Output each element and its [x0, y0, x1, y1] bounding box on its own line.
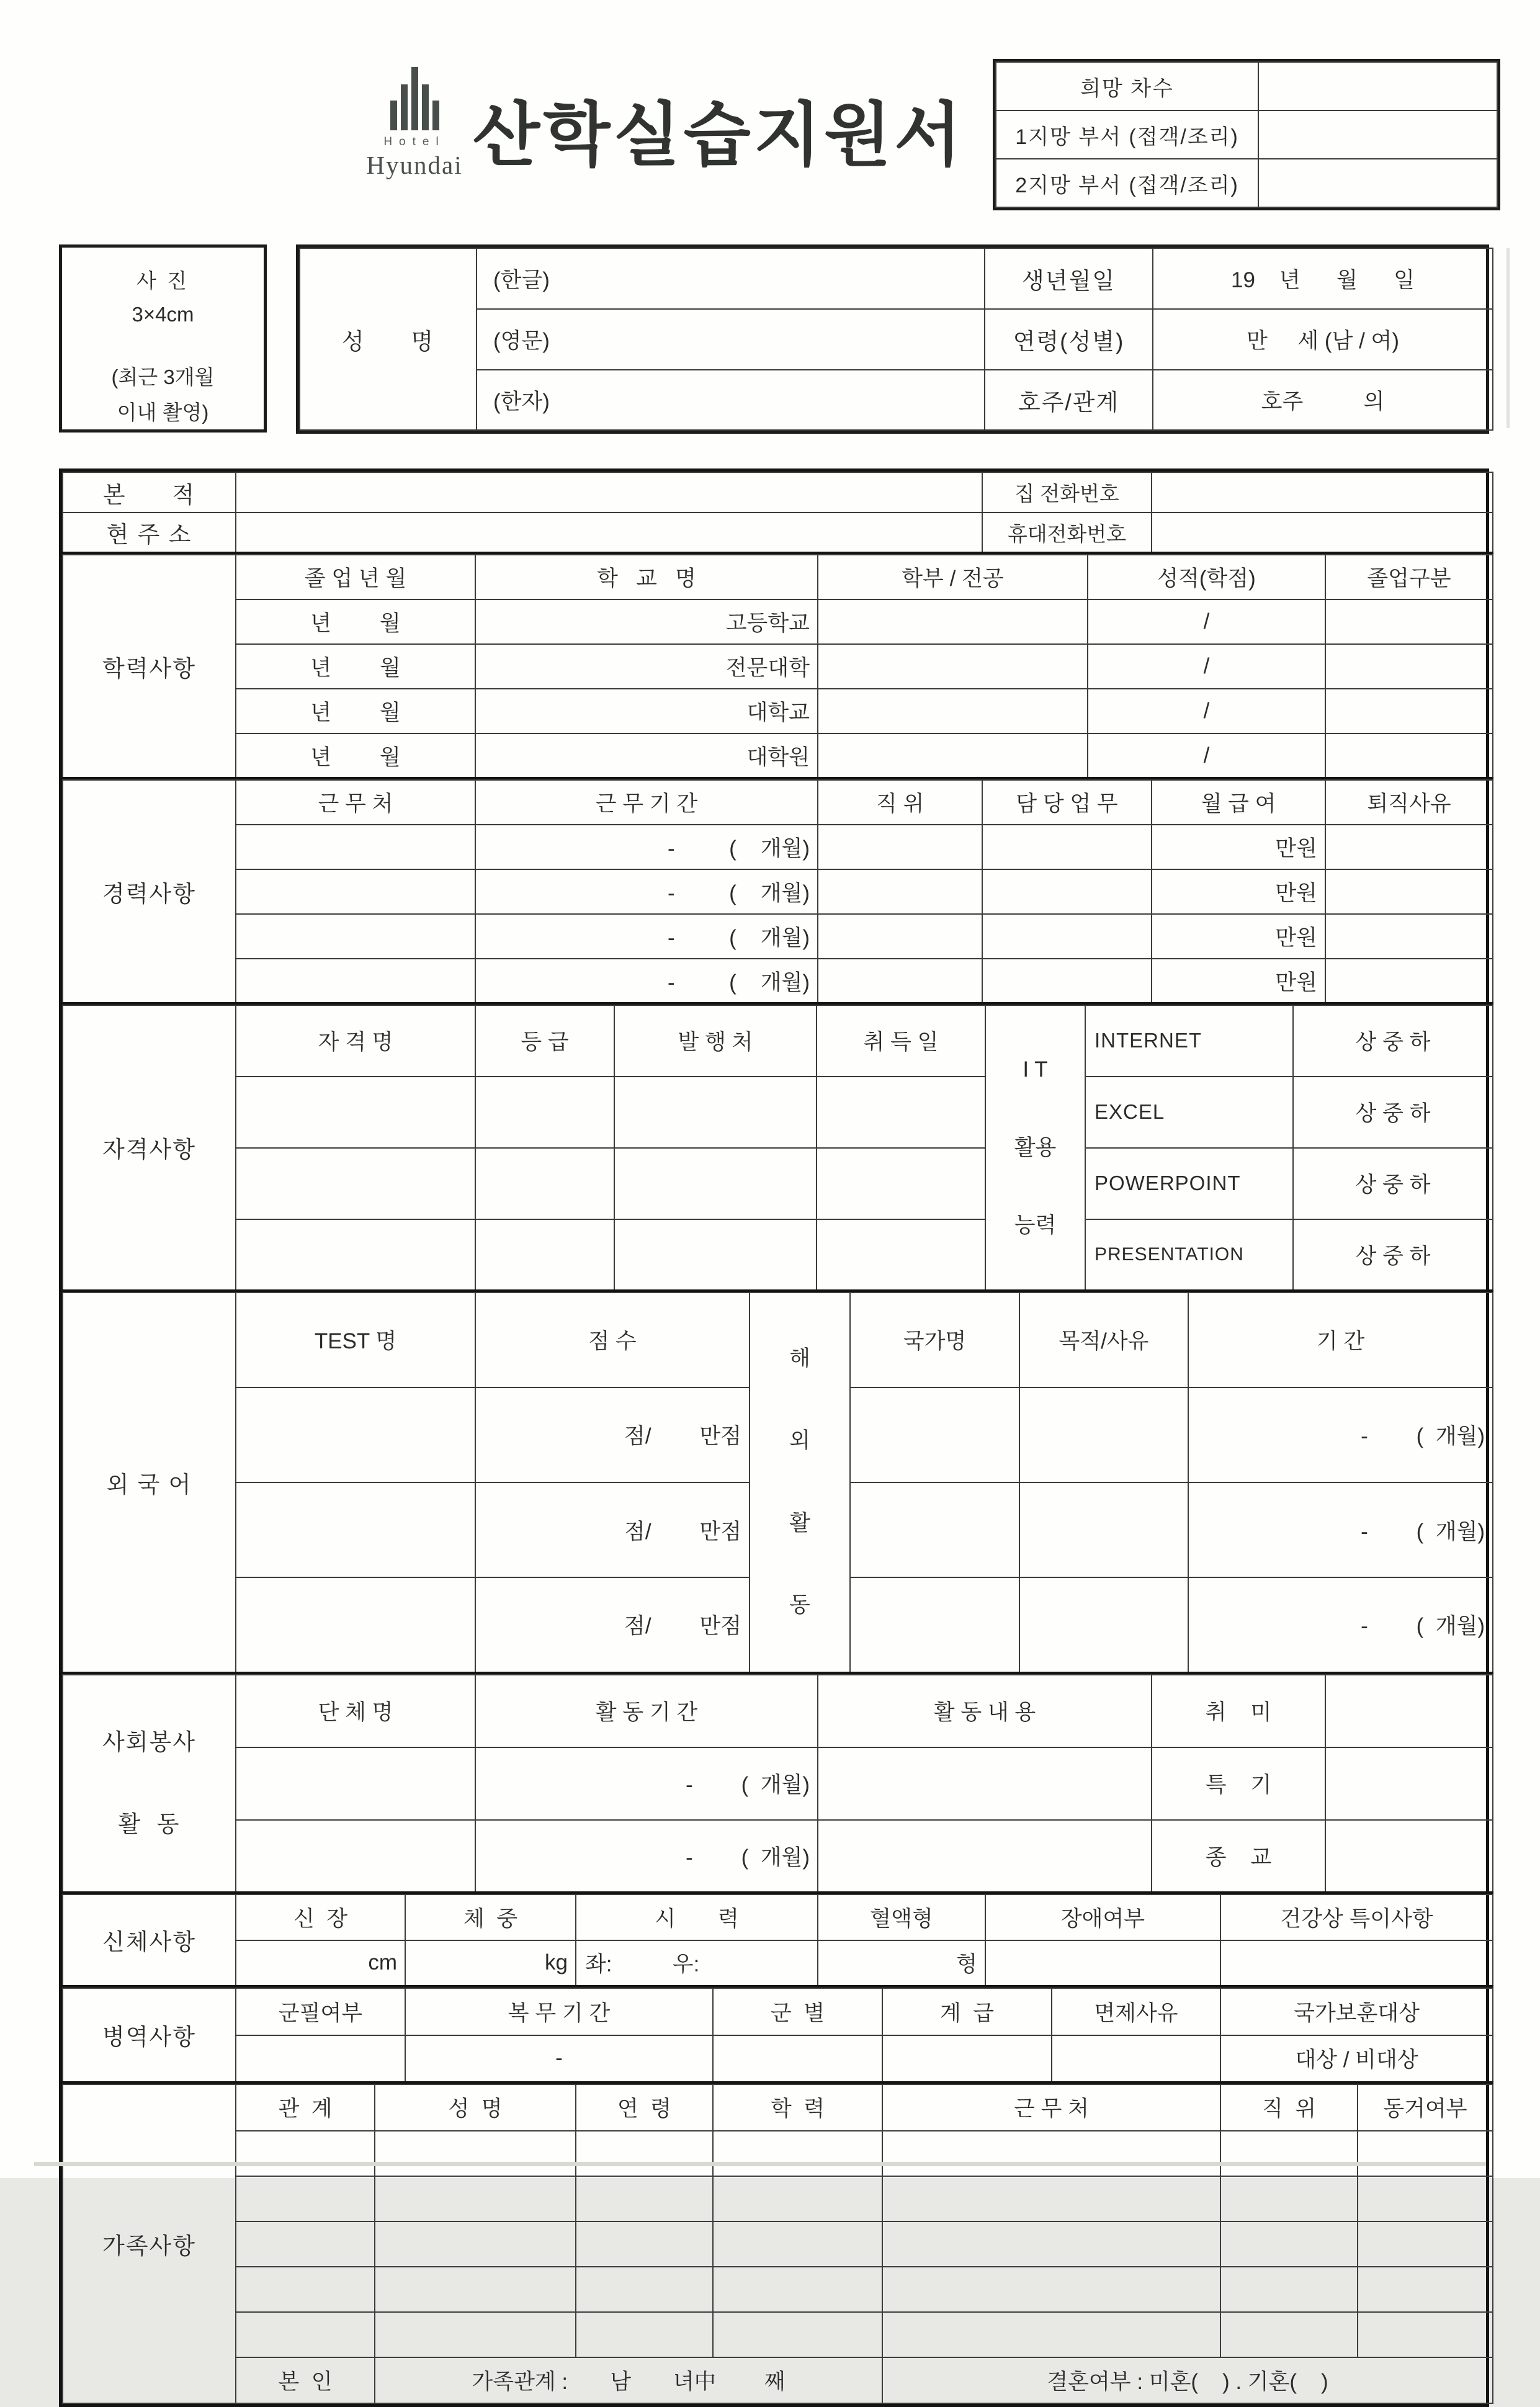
education-section: [62, 554, 1493, 779]
career-reason-field: [1325, 959, 1493, 1003]
education-school-university: 대학교: [475, 689, 818, 733]
family-name-field: [375, 2131, 576, 2176]
career-header-position: 직 위: [818, 780, 982, 825]
social-period-field: - ( 개월): [475, 1747, 818, 1820]
military-exemption-field: [1052, 2035, 1220, 2082]
first-choice-label: 1지망 부서 (접객/조리): [996, 110, 1258, 159]
mobile-phone-value: [1152, 513, 1493, 553]
physical-header-blood: 혈액형: [818, 1894, 985, 1940]
education-date-field: 년 월: [236, 689, 475, 733]
qualification-name-field: [236, 1148, 475, 1219]
education-school-gradschool: 대학원: [475, 733, 818, 778]
family-age-field: [576, 2312, 713, 2357]
family-position-field: [1220, 2312, 1358, 2357]
it-scale-internet: 상 중 하: [1293, 1005, 1493, 1077]
military-header-period: 복 무 기 간: [405, 1988, 713, 2035]
birthdate-value: 19 년 월 일: [1153, 248, 1493, 309]
family-cohabit-field: [1358, 2221, 1493, 2267]
military-section: [62, 1988, 1493, 2084]
second-choice-label: 2지망 부서 (접객/조리): [996, 159, 1258, 207]
military-period-field: -: [405, 2035, 713, 2082]
overseas-period-field: - ( 개월): [1188, 1577, 1493, 1672]
education-date-field: 년 월: [236, 733, 475, 778]
social-content-field: [818, 1820, 1152, 1893]
householder-value: 호주 의: [1153, 370, 1493, 430]
education-header-date: 졸 업 년 월: [236, 555, 475, 599]
education-header-school: 학 교 명: [475, 555, 818, 599]
career-section-label: 경력사항: [63, 780, 236, 1003]
education-type-field: [1325, 689, 1493, 733]
it-skills-label: I T 활용 능력: [985, 1005, 1085, 1291]
family-age-field: [576, 2131, 713, 2176]
education-type-field: [1325, 733, 1493, 778]
career-salary-field: 만원: [1152, 825, 1325, 869]
building-bars-icon: [359, 67, 470, 130]
career-header-company: 근 무 처: [236, 780, 475, 825]
career-duty-field: [982, 914, 1152, 959]
career-period-field: - ( 개월): [475, 959, 818, 1003]
qualification-grade-field: [475, 1219, 614, 1291]
education-major-field: [818, 689, 1088, 733]
hotel-hyundai-logo: [359, 67, 470, 180]
military-header-exemption: 면제사유: [1052, 1988, 1220, 2035]
military-veteran-field: 대상 / 비대상: [1220, 2035, 1493, 2082]
education-major-field: [818, 733, 1088, 778]
name-hangul-field: (한글): [477, 248, 985, 309]
education-section-label: 학력사항: [63, 555, 236, 778]
career-duty-field: [982, 869, 1152, 914]
career-company-field: [236, 914, 475, 959]
education-header-major: 학부 / 전공: [818, 555, 1088, 599]
family-header-workplace: 근 무 처: [882, 2084, 1220, 2131]
age-sex-value: 만 세 (남 / 여): [1153, 309, 1493, 370]
social-header-content: 활 동 내 용: [818, 1675, 1152, 1747]
qualification-grade-field: [475, 1077, 614, 1148]
family-cohabit-field: [1358, 2176, 1493, 2221]
overseas-purpose-field: [1019, 1482, 1188, 1577]
career-position-field: [818, 869, 982, 914]
family-workplace-field: [882, 2131, 1220, 2176]
language-header-score: 점 수: [475, 1293, 750, 1387]
specialty-value: [1325, 1747, 1493, 1820]
it-scale-excel: 상 중 하: [1293, 1077, 1493, 1148]
career-reason-field: [1325, 825, 1493, 869]
family-education-field: [713, 2221, 882, 2267]
form-title: 산학실습지원서: [473, 96, 965, 174]
it-skill-excel: EXCEL: [1085, 1077, 1293, 1148]
social-org-field: [236, 1820, 475, 1893]
home-phone-label: 집 전화번호: [982, 472, 1152, 513]
overseas-activity-label: 해 외 활 동: [750, 1293, 850, 1673]
family-cohabit-field: [1358, 2312, 1493, 2357]
family-relation-field: [236, 2312, 375, 2357]
career-section: [62, 779, 1493, 1005]
military-rank-field: [882, 2035, 1052, 2082]
photo-note-1: (최근 3개월: [111, 365, 215, 388]
career-position-field: [818, 914, 982, 959]
family-header-name: 성 명: [375, 2084, 576, 2131]
family-name-field: [375, 2267, 576, 2312]
family-education-field: [713, 2131, 882, 2176]
qualification-issuer-field: [614, 1148, 817, 1219]
family-cohabit-field: [1358, 2131, 1493, 2176]
it-skill-presentation: PRESENTATION: [1085, 1219, 1293, 1291]
overseas-country-field: [850, 1482, 1019, 1577]
physical-health-field: [1220, 1940, 1493, 1986]
qualification-grade-field: [475, 1148, 614, 1219]
family-position-field: [1220, 2267, 1358, 2312]
family-age-field: [576, 2221, 713, 2267]
education-school-highschool: 고등학교: [475, 599, 818, 644]
social-section: [62, 1674, 1493, 1894]
hobby-label: 취 미: [1152, 1675, 1325, 1747]
first-choice-value: [1258, 110, 1497, 159]
career-duty-field: [982, 825, 1152, 869]
career-reason-field: [1325, 869, 1493, 914]
career-header-duty: 담 당 업 무: [982, 780, 1152, 825]
education-date-field: 년 월: [236, 644, 475, 689]
mobile-phone-label: 휴대전화번호: [982, 513, 1152, 553]
photo-note-2: 이내 촬영): [117, 401, 209, 424]
career-salary-field: 만원: [1152, 959, 1325, 1003]
military-header-veteran: 국가보훈대상: [1220, 1988, 1493, 2035]
wish-round-value: [1258, 62, 1497, 110]
wish-round-label: 희망 차수: [996, 62, 1258, 110]
current-address-value: [236, 513, 982, 553]
family-section: [62, 2084, 1493, 2404]
military-header-branch: 군 별: [713, 1988, 882, 2035]
qualification-section: [62, 1005, 1493, 1292]
family-workplace-field: [882, 2312, 1220, 2357]
family-relation-field: [236, 2221, 375, 2267]
family-self-label: 본 인: [236, 2357, 375, 2403]
qualification-issuer-field: [614, 1077, 817, 1148]
career-position-field: [818, 825, 982, 869]
it-scale-powerpoint: 상 중 하: [1293, 1148, 1493, 1219]
identity-table: [296, 244, 1489, 434]
education-school-college: 전문대학: [475, 644, 818, 689]
family-education-field: [713, 2267, 882, 2312]
family-education-field: [713, 2312, 882, 2357]
career-duty-field: [982, 959, 1152, 1003]
qualification-date-field: [817, 1148, 985, 1219]
scan-artifact-right: [1506, 248, 1510, 428]
overseas-purpose-field: [1019, 1577, 1188, 1672]
social-content-field: [818, 1747, 1152, 1820]
family-age-field: [576, 2267, 713, 2312]
family-header-cohabit: 동거여부: [1358, 2084, 1493, 2131]
physical-disability-field: [985, 1940, 1220, 1986]
education-grade-field: /: [1088, 733, 1325, 778]
military-header-served: 군필여부: [236, 1988, 405, 2035]
birthdate-label: 생년월일: [985, 248, 1153, 309]
wish-box: [993, 59, 1500, 210]
physical-height-field: cm: [236, 1940, 405, 1986]
family-relation-field: [236, 2267, 375, 2312]
it-skill-powerpoint: POWERPOINT: [1085, 1148, 1293, 1219]
education-major-field: [818, 644, 1088, 689]
language-test-field: [236, 1482, 475, 1577]
physical-section: [62, 1894, 1493, 1988]
family-header-age: 연 령: [576, 2084, 713, 2131]
hobby-value: [1325, 1675, 1493, 1747]
home-phone-value: [1152, 472, 1493, 513]
scan-artifact-bottom: [34, 2162, 1486, 2166]
education-header-grade: 성적(학점): [1088, 555, 1325, 599]
language-score-field: 점/ 만점: [475, 1482, 750, 1577]
physical-header-disability: 장애여부: [985, 1894, 1220, 1940]
education-grade-field: /: [1088, 599, 1325, 644]
registered-address-value: [236, 472, 982, 513]
education-header-type: 졸업구분: [1325, 555, 1493, 599]
education-type-field: [1325, 644, 1493, 689]
address-section: [62, 472, 1493, 554]
family-name-field: [375, 2312, 576, 2357]
family-name-field: [375, 2176, 576, 2221]
main-form-table: [59, 468, 1489, 2407]
career-salary-field: 만원: [1152, 914, 1325, 959]
family-header-position: 직 위: [1220, 2084, 1358, 2131]
overseas-header-country: 국가명: [850, 1293, 1019, 1387]
photo-label: 사 진: [137, 269, 189, 292]
family-header-relation: 관 계: [236, 2084, 375, 2131]
career-company-field: [236, 959, 475, 1003]
physical-blood-field: 형: [818, 1940, 985, 1986]
photo-box: [59, 244, 267, 433]
language-section: [62, 1292, 1493, 1674]
family-position-field: [1220, 2176, 1358, 2221]
career-period-field: - ( 개월): [475, 914, 818, 959]
family-relation-field: [236, 2131, 375, 2176]
overseas-period-field: - ( 개월): [1188, 1482, 1493, 1577]
logo-brand-text: Hyundai: [366, 151, 463, 179]
qualification-header-name: 자 격 명: [236, 1005, 475, 1077]
social-section-label: 사회봉사 활 동: [63, 1675, 236, 1893]
family-workplace-field: [882, 2267, 1220, 2312]
logo-hotel-text: Hotel: [383, 135, 445, 148]
family-relation-summary: 가족관계 : 남 녀中 째: [375, 2357, 882, 2403]
overseas-purpose-field: [1019, 1387, 1188, 1482]
career-company-field: [236, 825, 475, 869]
military-header-rank: 계 급: [882, 1988, 1052, 2035]
qualification-name-field: [236, 1219, 475, 1291]
religion-label: 종 교: [1152, 1820, 1325, 1893]
it-skill-internet: INTERNET: [1085, 1005, 1293, 1077]
education-date-field: 년 월: [236, 599, 475, 644]
military-served-field: [236, 2035, 405, 2082]
language-score-field: 점/ 만점: [475, 1387, 750, 1482]
qualification-header-grade: 등 급: [475, 1005, 614, 1077]
career-position-field: [818, 959, 982, 1003]
religion-value: [1325, 1820, 1493, 1893]
overseas-country-field: [850, 1577, 1019, 1672]
career-salary-field: 만원: [1152, 869, 1325, 914]
education-grade-field: /: [1088, 689, 1325, 733]
social-header-org: 단 체 명: [236, 1675, 475, 1747]
family-header-education: 학 력: [713, 2084, 882, 2131]
career-reason-field: [1325, 914, 1493, 959]
education-type-field: [1325, 599, 1493, 644]
physical-weight-field: kg: [405, 1940, 576, 1986]
career-period-field: - ( 개월): [475, 869, 818, 914]
family-position-field: [1220, 2131, 1358, 2176]
physical-header-height: 신 장: [236, 1894, 405, 1940]
overseas-period-field: - ( 개월): [1188, 1387, 1493, 1482]
name-english-field: (영문): [477, 309, 985, 370]
overseas-header-period: 기 간: [1188, 1293, 1493, 1387]
overseas-country-field: [850, 1387, 1019, 1482]
current-address-label: 현 주 소: [63, 513, 236, 553]
career-header-period: 근 무 기 간: [475, 780, 818, 825]
name-label: 성 명: [300, 248, 477, 430]
language-test-field: [236, 1387, 475, 1482]
language-test-field: [236, 1577, 475, 1672]
social-period-field: - ( 개월): [475, 1820, 818, 1893]
family-relation-field: [236, 2176, 375, 2221]
qualification-issuer-field: [614, 1219, 817, 1291]
language-section-label: 외 국 어: [63, 1293, 236, 1673]
marriage-status: 결혼여부 : 미혼( ) . 기혼( ): [882, 2357, 1493, 2403]
family-workplace-field: [882, 2176, 1220, 2221]
overseas-header-purpose: 목적/사유: [1019, 1293, 1188, 1387]
qualification-date-field: [817, 1219, 985, 1291]
family-section-label: 가족사항: [63, 2084, 236, 2403]
householder-label: 호주/관계: [985, 370, 1153, 430]
social-header-period: 활 동 기 간: [475, 1675, 818, 1747]
physical-header-health: 건강상 특이사항: [1220, 1894, 1493, 1940]
registered-address-label: 본 적: [63, 472, 236, 513]
education-major-field: [818, 599, 1088, 644]
second-choice-value: [1258, 159, 1497, 207]
name-hanja-field: (한자): [477, 370, 985, 430]
family-workplace-field: [882, 2221, 1220, 2267]
qualification-date-field: [817, 1077, 985, 1148]
physical-header-vision: 시 력: [576, 1894, 818, 1940]
language-header-test: TEST 명: [236, 1293, 475, 1387]
career-period-field: - ( 개월): [475, 825, 818, 869]
family-position-field: [1220, 2221, 1358, 2267]
military-section-label: 병역사항: [63, 1988, 236, 2082]
qualification-header-issuer: 발 행 처: [614, 1005, 817, 1077]
specialty-label: 특 기: [1152, 1747, 1325, 1820]
career-header-reason: 퇴직사유: [1325, 780, 1493, 825]
photo-size: 3×4cm: [132, 303, 194, 326]
physical-header-weight: 체 중: [405, 1894, 576, 1940]
career-company-field: [236, 869, 475, 914]
family-name-field: [375, 2221, 576, 2267]
qualification-header-date: 취 득 일: [817, 1005, 985, 1077]
qualification-name-field: [236, 1077, 475, 1148]
social-org-field: [236, 1747, 475, 1820]
qualification-section-label: 자격사항: [63, 1005, 236, 1291]
military-branch-field: [713, 2035, 882, 2082]
language-score-field: 점/ 만점: [475, 1577, 750, 1672]
family-cohabit-field: [1358, 2267, 1493, 2312]
physical-vision-field: 좌: 우:: [576, 1940, 818, 1986]
it-scale-presentation: 상 중 하: [1293, 1219, 1493, 1291]
physical-section-label: 신체사항: [63, 1894, 236, 1986]
education-grade-field: /: [1088, 644, 1325, 689]
family-education-field: [713, 2176, 882, 2221]
family-age-field: [576, 2176, 713, 2221]
career-header-salary: 월 급 여: [1152, 780, 1325, 825]
age-sex-label: 연령(성별): [985, 309, 1153, 370]
